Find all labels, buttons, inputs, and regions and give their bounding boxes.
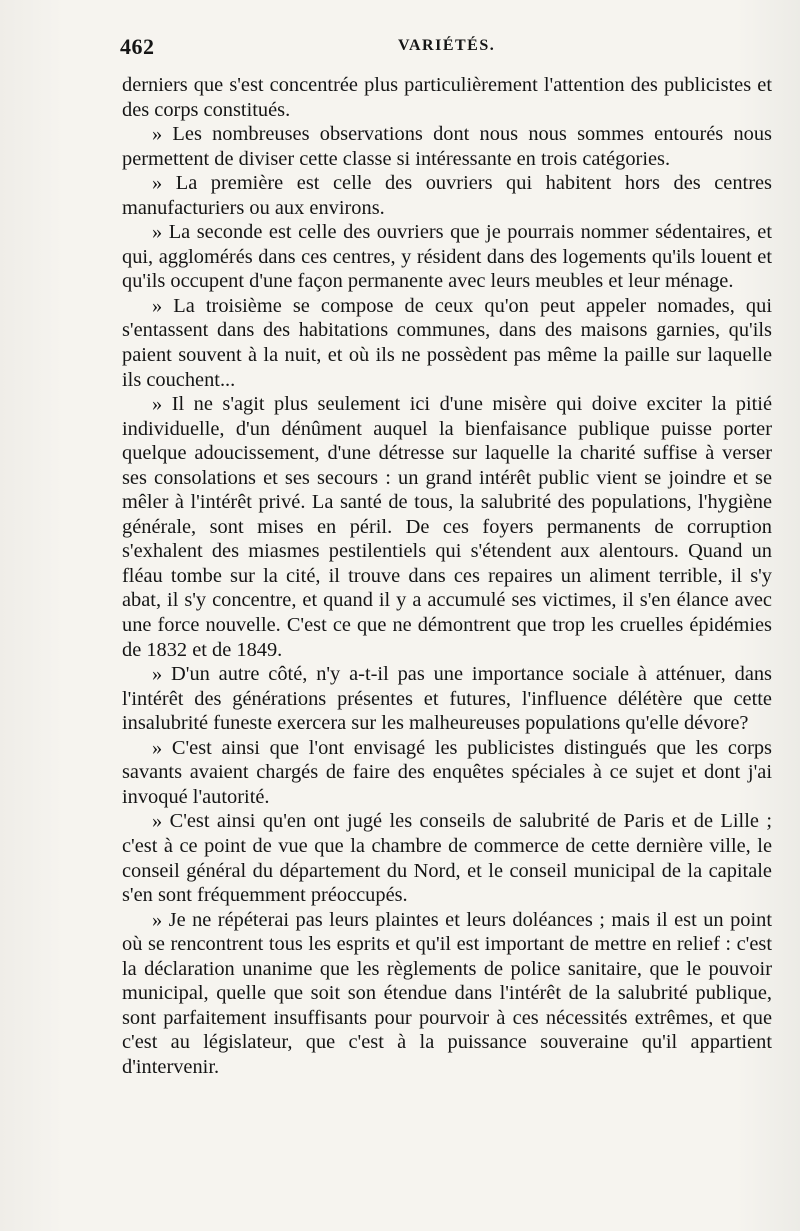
paragraph: » La troisième se compose de ceux qu'on peut appeler nomades, qui s'entassent dans des habitations communes, dans des maisons garnies, qu'ils paient souvent à la nuit, et où ils ne possèdent pas même la paille sur laquelle ils couchent...	[122, 294, 772, 391]
paragraph: derniers que s'est concentrée plus particulièrement l'attention des publicistes et des corps constitués.	[122, 74, 772, 121]
paragraph: » C'est ainsi que l'ont envisagé les publicistes distingués que les corps savants avaient chargés de faire des enquêtes spéciales à ce sujet et dont j'ai invoqué l'autorité.	[122, 736, 772, 808]
running-head	[120, 34, 770, 60]
running-title: VARIÉTÉS.	[398, 37, 496, 54]
paragraph: » C'est ainsi qu'en ont jugé les conseils de salubrité de Paris et de Lille ; c'est à ce point de vue que la chambre de commerce de cette dernière ville, le conseil général du département du Nord, et le conseil municipal de la capitale s'en sont fréquemment préoccupés.	[122, 810, 772, 907]
page-number: 462	[120, 34, 155, 59]
paragraph: » D'un autre côté, n'y a-t-il pas une importance sociale à atténuer, dans l'intérêt des générations présentes et futures, l'influence délétère que cette insalubrité funeste exercera sur les malheureuses populations qu'elle dévore?	[122, 663, 772, 735]
paragraph: » Les nombreuses observations dont nous nous sommes entourés nous permettent de diviser cette classe si intéressante en trois catégories.	[122, 123, 772, 170]
paragraph: » Je ne répéterai pas leurs plaintes et leurs doléances ; mais il est un point où se rencontrent tous les esprits et qu'il est important de mettre en relief : c'est la déclaration unanime que les règlements de police sanitaire, que le pouvoir municipal, quelle que soit son étendue dans l'intérêt de la salubrité publique, sont parfaitement insuffisants pour pourvoir à ces nécessités extrêmes, et que c'est au législateur, que c'est à la puissance souveraine qu'il appartient d'intervenir.	[122, 908, 772, 1078]
paragraph: » La seconde est celle des ouvriers que je pourrais nommer sédentaires, et qui, agglomérés dans ces centres, y résident dans des logements qu'ils louent et qu'ils occupent d'une façon permanente avec leurs meubles et leur ménage.	[122, 221, 772, 293]
paragraph: » La première est celle des ouvriers qui habitent hors des centres manufacturiers ou aux environs.	[122, 172, 772, 219]
paragraph: » Il ne s'agit plus seulement ici d'une misère qui doive exciter la pitié individuelle, d'un dénûment auquel la bienfaisance publique puisse porter quelque adoucissement, d'une détresse sur laquelle la charité suffise à verser ses consolations et ses secours : un grand intérêt public vient se joindre et se mêler à l'intérêt privé. La santé de tous, la salubrité des populations, l'hygiène générale, sont mises en péril. De ces foyers permanents de corruption s'exhalent des miasmes pestilentiels qui s'étendent aux alentours. Quand un fléau tombe sur la cité, il trouve dans ces repaires un aliment terrible, il s'y abat, il s'y concentre, et quand il y a accumulé ses victimes, il s'en élance avec une force nouvelle. C'est ce que ne démontrent que trop les cruelles épidémies de 1832 et de 1849.	[122, 393, 772, 661]
body-text	[122, 73, 772, 1079]
